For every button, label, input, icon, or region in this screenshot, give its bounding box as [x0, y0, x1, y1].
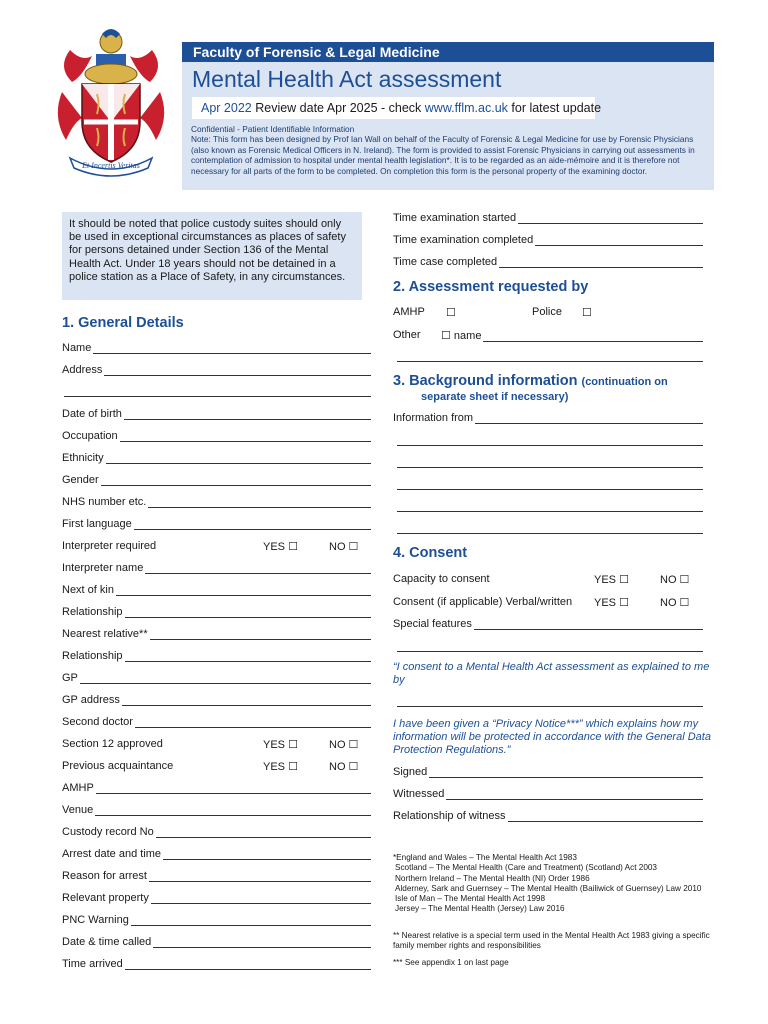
general-details-field: Previous acquaintance: [62, 760, 174, 772]
general-details-field[interactable]: Relevant property: [62, 892, 371, 904]
general-details-field[interactable]: Ethnicity: [62, 452, 371, 464]
special-features-line[interactable]: [397, 651, 703, 652]
consent-no-checkbox[interactable]: NO ☐: [660, 597, 690, 609]
amhp-checkbox[interactable]: ☐: [446, 307, 456, 319]
crest-motto: Et Incertis Veritas: [82, 161, 140, 170]
field-line: [150, 629, 371, 640]
capacity-yes-checkbox[interactable]: YES ☐: [594, 574, 629, 586]
general-details-field[interactable]: Reason for arrest: [62, 870, 371, 882]
issue-date: Apr 2022: [201, 101, 252, 115]
background-line[interactable]: [397, 511, 703, 512]
field-line: [125, 651, 371, 662]
header-note: [191, 124, 711, 176]
relationship-of-witness-field[interactable]: Relationship of witness: [393, 810, 703, 822]
other-name-continuation-line[interactable]: [397, 361, 703, 362]
field-line: [153, 937, 371, 948]
footnote-act: Isle of Man – The Mental Health Act 1998: [395, 894, 546, 904]
background-line[interactable]: [397, 467, 703, 468]
header-panel: [182, 42, 714, 190]
capacity-label: Capacity to consent: [393, 573, 490, 585]
field-line: [125, 607, 371, 618]
section-general-details-heading: 1. General Details: [62, 315, 184, 331]
police-checkbox[interactable]: ☐: [582, 307, 592, 319]
general-details-field[interactable]: Interpreter name: [62, 562, 371, 574]
general-details-field[interactable]: PNC Warning: [62, 914, 371, 926]
general-details-field[interactable]: Second doctor: [62, 716, 371, 728]
footnote-act: Northern Ireland – The Mental Health (NI) Order 1986: [395, 873, 590, 883]
footnote-act: *England and Wales – The Mental Health Act 1983: [393, 853, 577, 862]
confidential-label: Confidential - Patient Identifiable Information: [191, 124, 355, 134]
field-line: [93, 343, 371, 354]
general-details-field[interactable]: NHS number etc.: [62, 496, 371, 508]
general-details-field[interactable]: GP: [62, 672, 371, 684]
no-checkbox[interactable]: NO ☐: [329, 761, 359, 773]
yes-checkbox[interactable]: YES ☐: [263, 739, 298, 751]
legislation-footnotes: [393, 853, 743, 915]
field-line: [95, 805, 371, 816]
field-line: [101, 475, 371, 486]
police-label: Police: [532, 306, 562, 318]
time-exam-started-field[interactable]: Time examination started: [393, 212, 703, 224]
general-details-field[interactable]: Arrest date and time: [62, 848, 371, 860]
general-details-field: Interpreter required: [62, 540, 157, 552]
general-details-field[interactable]: Name: [62, 342, 371, 354]
form-note: Note: This form has been designed by Prof Ian Wall on behalf of the Faculty of Forensic & Legal Medicine for use by Forensic Physicians (also known as Forensic Medical Officers in N. Ireland). The form is provided to assist Forensic Physicians in carrying out assessments in contemplation of admission to hospital under mental health legislation*. It is to be regarded as an aide-mémoire and it is therefore not necessary for all parts of the form to be completed. On completion this form is the personal property of the examining doctor.: [191, 134, 695, 176]
yes-checkbox[interactable]: YES ☐: [263, 541, 298, 553]
general-details-field[interactable]: Nearest relative**: [62, 628, 371, 640]
general-details-field[interactable]: Gender: [62, 474, 371, 486]
field-line: [120, 431, 371, 442]
review-date-box: [192, 97, 602, 119]
general-details-field[interactable]: Date & time called: [62, 936, 371, 948]
general-details-field: Section 12 approved: [62, 738, 163, 750]
general-details-field[interactable]: Address: [62, 364, 371, 376]
general-details-field[interactable]: Relationship: [62, 650, 371, 662]
fflm-crest-logo: [52, 22, 170, 180]
website-link[interactable]: www.fflm.ac.uk: [424, 101, 508, 115]
field-line: [122, 695, 371, 706]
general-details-field[interactable]: Occupation: [62, 430, 371, 442]
field-line: [64, 386, 371, 397]
time-exam-completed-field[interactable]: Time examination completed: [393, 234, 703, 246]
general-details-field[interactable]: Custody record No: [62, 826, 371, 838]
background-line[interactable]: [397, 489, 703, 490]
general-details-field[interactable]: GP address: [62, 694, 371, 706]
section-background-subnote: separate sheet if necessary): [421, 391, 569, 403]
consent-statement: “I consent to a Mental Health Act assessment as explained to me by: [393, 661, 710, 686]
witnessed-field[interactable]: Witnessed: [393, 788, 703, 800]
general-details-field[interactable]: Time arrived: [62, 958, 371, 970]
field-line: [96, 783, 371, 794]
consent-yes-checkbox[interactable]: YES ☐: [594, 597, 629, 609]
time-case-completed-field[interactable]: Time case completed: [393, 256, 703, 268]
explained-by-line[interactable]: [397, 706, 703, 707]
general-details-field[interactable]: First language: [62, 518, 371, 530]
field-line: [149, 871, 371, 882]
field-line: [124, 409, 371, 420]
field-line: [134, 519, 371, 530]
general-details-field[interactable]: Venue: [62, 804, 371, 816]
special-features-field[interactable]: Special features: [393, 618, 703, 630]
consent-verbal-label: Consent (if applicable) Verbal/written: [393, 596, 573, 608]
field-line: [156, 827, 371, 838]
field-line: [151, 893, 371, 904]
no-checkbox[interactable]: NO ☐: [329, 739, 359, 751]
footnote-act: Scotland – The Mental Health (Care and Treatment) (Scotland) Act 2003: [395, 863, 657, 873]
amhp-label: AMHP: [393, 306, 425, 318]
other-name-field[interactable]: ☐ name: [441, 329, 703, 342]
no-checkbox[interactable]: NO ☐: [329, 541, 359, 553]
field-line: [148, 497, 371, 508]
background-line[interactable]: [397, 533, 703, 534]
field-line: [125, 959, 371, 970]
appendix-footnote: *** See appendix 1 on last page: [393, 958, 509, 967]
background-line[interactable]: [397, 445, 703, 446]
footnote-act: Jersey – The Mental Health (Jersey) Law 2016: [395, 904, 565, 914]
custody-notice: It should be noted that police custody suites should only be used in exceptional circumstances as places of safety for persons detained under Section 136 of the Mental Health Act. Under 18 years should not be detained in a police station as a Place of Safety, in any circumstances.: [62, 212, 362, 300]
general-details-field[interactable]: Date of birth: [62, 408, 371, 420]
footnote-act: Alderney, Sark and Guernsey – The Mental Health (Bailiwick of Guernsey) Law 2010: [395, 883, 702, 893]
other-label: Other: [393, 329, 421, 341]
general-details-field[interactable]: AMHP: [62, 782, 371, 794]
field-line: [145, 563, 371, 574]
information-from-field[interactable]: Information from: [393, 412, 703, 424]
section-consent-heading: 4. Consent: [393, 545, 468, 561]
field-line: [116, 585, 371, 596]
general-details-field[interactable]: Relationship: [62, 606, 371, 618]
field-line: [131, 915, 371, 926]
field-line: [80, 673, 371, 684]
general-details-field[interactable]: Next of kin: [62, 584, 371, 596]
capacity-no-checkbox[interactable]: NO ☐: [660, 574, 690, 586]
field-line: [106, 453, 371, 464]
privacy-notice-statement: I have been given a “Privacy Notice***” which explains how my information will be protected in accordance with the General Data Protection Regulations.”: [393, 718, 711, 756]
signed-field[interactable]: Signed: [393, 766, 703, 778]
review-date-suffix: for latest update: [511, 101, 602, 115]
nearest-relative-footnote: ** Nearest relative is a special term used in the Mental Health Act 1983 giving a specific family member rights and responsibilities: [393, 931, 710, 951]
field-line: [135, 717, 371, 728]
yes-checkbox[interactable]: YES ☐: [263, 761, 298, 773]
field-line: [104, 365, 371, 376]
organisation-name: Faculty of Forensic & Legal Medicine: [182, 42, 714, 62]
form-title: Mental Health Act assessment: [192, 66, 502, 92]
review-date-text: Review date Apr 2025 - check: [255, 101, 422, 115]
section-assessment-requested-heading: 2. Assessment requested by: [393, 279, 589, 295]
section-background-heading: 3. Background information (continuation on: [393, 373, 668, 389]
general-details-field[interactable]: [62, 386, 371, 397]
field-line: [163, 849, 371, 860]
